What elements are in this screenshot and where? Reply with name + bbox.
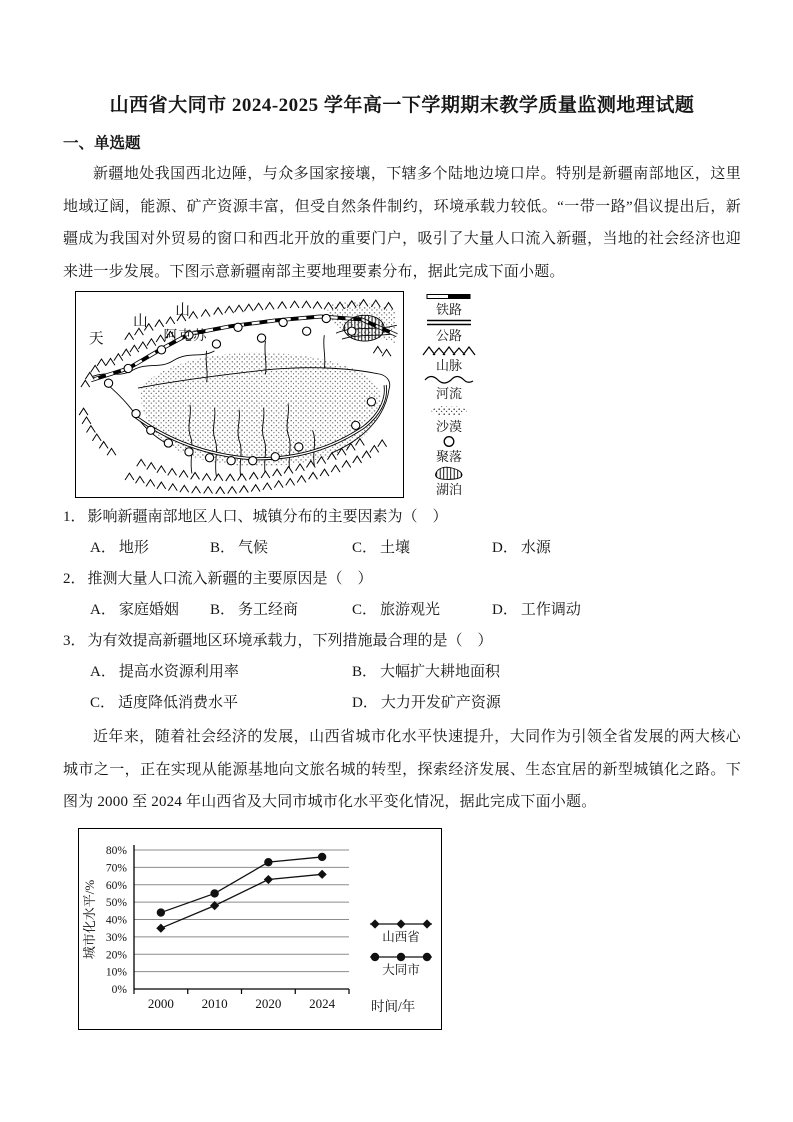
svg-text:50%: 50% <box>105 896 127 909</box>
option-d: D． 大力开发矿产资源 <box>352 695 501 711</box>
svg-text:40%: 40% <box>105 914 127 926</box>
legend-item-railway: 铁路 <box>426 292 472 317</box>
svg-text:时间/年: 时间/年 <box>371 998 416 1014</box>
highway-icon <box>426 318 472 327</box>
desert-area <box>141 353 381 467</box>
svg-text:2000: 2000 <box>147 995 174 1011</box>
option-row <box>63 688 741 719</box>
legend-item-mountain: 山脉 <box>420 344 478 373</box>
option-b: B． 大幅扩大耕地面积 <box>352 664 501 680</box>
question-number: 3． <box>63 633 86 649</box>
map-label-shan: 山 <box>133 313 148 330</box>
svg-text:2010: 2010 <box>201 995 228 1011</box>
legend-item-lake: 湖泊 <box>432 465 466 497</box>
map-canvas <box>76 292 401 495</box>
option-a: A． 家庭婚姻 <box>90 602 179 618</box>
option-a: A． 地形 <box>90 540 149 556</box>
page-title: 山西省大同市 2024-2025 学年高一下学期期末教学质量监测地理试题 <box>109 95 695 116</box>
svg-text:0%: 0% <box>111 983 127 996</box>
map-legend <box>404 291 482 498</box>
question-1 <box>63 502 741 564</box>
section-heading: 一、单选题 <box>63 135 141 152</box>
desert-icon <box>428 403 470 418</box>
option-b: B． 务工经商 <box>210 602 299 618</box>
option-d: D． 工作调动 <box>492 602 581 618</box>
option-a: A． 提高水资源利用率 <box>90 664 239 680</box>
question-2 <box>63 564 741 626</box>
railway-icon <box>426 292 472 301</box>
chart-canvas <box>79 829 440 1027</box>
passage-shanxi-datong: 近年来，随着社会经济的发展，山西省城市化水平快速提升，大同作为引领全省发展的两大核心城市之一，正在实现从能源基地向文旅名城的转型，探索经济发展、生态宜居的新型城镇化之路。下图为 2000 至 2024 年山西省及大同市城市化水平变化情况，据此完成下面小题。 <box>63 729 741 810</box>
question-text: 为有效提高新疆地区环境承载力，下列措施最合理的是（ ） <box>87 633 493 649</box>
urbanization-chart <box>78 828 442 1030</box>
svg-text:80%: 80% <box>105 844 127 857</box>
lake-icon <box>432 465 466 481</box>
option-c: C． 适度降低消费水平 <box>90 695 239 711</box>
option-d: D． 水源 <box>492 540 551 556</box>
map-frame <box>75 291 404 498</box>
option-row <box>63 533 741 564</box>
river-icon <box>423 374 475 385</box>
svg-text:10%: 10% <box>105 966 127 979</box>
svg-text:30%: 30% <box>105 931 127 944</box>
svg-text:山西省: 山西省 <box>382 929 420 944</box>
svg-text:20%: 20% <box>105 948 127 961</box>
option-c: C． 土壤 <box>352 540 411 556</box>
svg-text:大同市: 大同市 <box>382 962 420 977</box>
legend-item-river: 河流 <box>423 374 475 401</box>
legend-item-highway: 公路 <box>426 318 472 343</box>
option-b: B． 气候 <box>210 540 269 556</box>
legend-item-desert: 沙漠 <box>428 403 470 434</box>
option-row <box>63 657 741 688</box>
svg-text:2024: 2024 <box>309 995 336 1011</box>
question-number: 2． <box>63 571 86 587</box>
question-3 <box>63 626 741 719</box>
question-text: 影响新疆南部地区人口、城镇分布的主要因素为（ ） <box>87 509 448 525</box>
svg-text:城市化水平/%: 城市化水平/% <box>82 879 97 959</box>
page-content <box>63 0 741 1030</box>
xinjiang-map-figure <box>75 291 741 498</box>
svg-text:70%: 70% <box>105 861 127 874</box>
option-c: C． 旅游观光 <box>352 602 441 618</box>
question-text: 推测大量人口流入新疆的主要原因是（ ） <box>87 571 373 587</box>
svg-text:2020: 2020 <box>255 995 282 1011</box>
map-label-aksu: 阿克苏 <box>163 328 208 344</box>
svg-text:60%: 60% <box>105 879 127 892</box>
passage-xinjiang: 新疆地处我国西北边陲，与众多国家接壤，下辖多个陆地边境口岸。特别是新疆南部地区，这里地域辽阔，能源、矿产资源丰富，但受自然条件制约，环境承载力较低。“一带一路”倡议提出后，新疆成为我国对外贸易的窗口和西北开放的重要门户，吸引了大量人口流入新疆，当地的社会经济也迎来进一步发展。下图示意新疆南部主要地理要素分布，据此完成下面小题。 <box>63 166 741 280</box>
question-number: 1． <box>63 509 86 525</box>
legend-item-settlement: 聚落 <box>436 435 462 464</box>
option-row <box>63 595 741 626</box>
map-label-tian: 天 <box>88 330 104 347</box>
map-label-shan-faint: 山 <box>175 302 190 319</box>
mountain-icon <box>420 344 478 357</box>
settlement-icon <box>442 435 456 448</box>
question-list <box>63 502 741 719</box>
